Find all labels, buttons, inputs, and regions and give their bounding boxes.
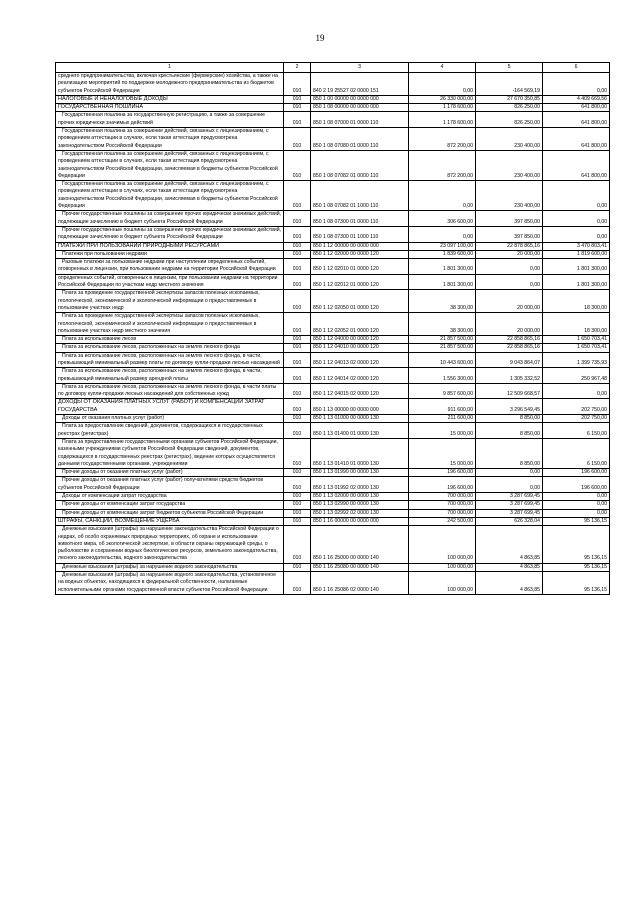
- row-approved: 700 000,00: [409, 509, 476, 517]
- row-unexecuted: 202 750,00: [543, 415, 610, 423]
- table-row: [56, 250, 610, 258]
- row-income-code: 850 1 16 25080 00 0000 140: [311, 563, 409, 571]
- row-line-code: 010: [284, 274, 311, 290]
- row-line-code: 010: [284, 438, 311, 468]
- row-income-code: 850 1 16 25086 02 0000 140: [311, 572, 409, 595]
- row-name: среднего предпринимательства, включая крестьянские (фермерские) хозяйства, а также на реализацию мероприятий по поддержке молодежного предпринимательства из бюджетов субъектов Российской Федерации: [56, 73, 284, 96]
- row-line-code: 010: [284, 383, 311, 399]
- row-line-code: 010: [284, 336, 311, 344]
- row-income-code: 850 1 08 07300 01 0000 110: [311, 211, 409, 227]
- table-row: [56, 399, 610, 415]
- row-unexecuted: 0,00: [543, 211, 610, 227]
- row-executed: 0,00: [476, 469, 543, 477]
- row-unexecuted: 95 136,15: [543, 517, 610, 525]
- row-income-code: 850 1 12 02010 01 0000 120: [311, 259, 409, 275]
- row-approved: 0,00: [409, 73, 476, 96]
- table-row: [56, 501, 610, 509]
- row-unexecuted: 1 650 703,41: [543, 336, 610, 344]
- row-unexecuted: 641 800,00: [543, 128, 610, 151]
- row-approved: 700 000,00: [409, 493, 476, 501]
- row-name: Государственная пошлина за совершение действий, связанных с лицензированием, с проведением аттестации в случаях, если такая аттестация предусмотрена законодательством Российской Федерации, зачисляемая в бюджеты субъектов Российской Федерации: [56, 181, 284, 211]
- table-row: [56, 517, 610, 525]
- row-executed: 3 287 699,45: [476, 509, 543, 517]
- row-approved: 100 000,00: [409, 572, 476, 595]
- row-income-code: 850 1 12 04015 02 0000 120: [311, 383, 409, 399]
- row-name: Прочие доходы от оказания платных услуг (работ): [56, 469, 284, 477]
- row-income-code: 850 1 08 07082 01 1000 110: [311, 181, 409, 211]
- row-income-code: 850 1 08 00000 00 0000 000: [311, 104, 409, 112]
- row-unexecuted: 95 136,15: [543, 563, 610, 571]
- table-row: [56, 438, 610, 468]
- table-row: [56, 95, 610, 103]
- row-income-code: 850 1 08 07300 01 1000 110: [311, 226, 409, 242]
- row-name: Разовые платежи за пользование недрами при наступлении определенных событий, оговоренных в лицензии, при пользовании недрами на территории Российской Федерации: [56, 259, 284, 275]
- row-income-code: 850 1 08 07080 01 0000 110: [311, 128, 409, 151]
- row-income-code: 850 1 12 02052 01 0000 120: [311, 313, 409, 336]
- row-income-code: 850 1 13 01000 00 0000 130: [311, 415, 409, 423]
- row-approved: 1 801 300,00: [409, 274, 476, 290]
- table-row: [56, 290, 610, 313]
- row-approved: 1 178 600,00: [409, 112, 476, 128]
- row-line-code: 010: [284, 563, 311, 571]
- row-executed: 22 878 865,16: [476, 242, 543, 250]
- row-approved: 0,00: [409, 226, 476, 242]
- row-executed: -164 569,19: [476, 73, 543, 96]
- table-row: [56, 383, 610, 399]
- row-name: Плата за использование лесов: [56, 336, 284, 344]
- row-approved: 0,00: [409, 181, 476, 211]
- row-income-code: 850 1 13 02990 00 0000 130: [311, 501, 409, 509]
- row-approved: 26 330 000,00: [409, 95, 476, 103]
- row-approved: 911 600,00: [409, 399, 476, 415]
- row-executed: 4 863,85: [476, 526, 543, 563]
- row-approved: 23 097 100,00: [409, 242, 476, 250]
- row-line-code: 010: [284, 469, 311, 477]
- column-header-income-code: 3: [311, 63, 409, 73]
- row-approved: 1 839 600,00: [409, 250, 476, 258]
- row-unexecuted: 1 399 735,93: [543, 352, 610, 368]
- row-line-code: 010: [284, 211, 311, 227]
- table-row: [56, 150, 610, 180]
- row-unexecuted: 0,00: [543, 383, 610, 399]
- table-row: [56, 336, 610, 344]
- row-executed: 8 850,00: [476, 423, 543, 439]
- row-approved: 100 000,00: [409, 563, 476, 571]
- row-name: Плата за использование лесов, расположенных на землях лесного фонда, в части, превышающей минимальный размер платы по договору купли-продажи лесных насаждений: [56, 352, 284, 368]
- row-name: Государственная пошлина за совершение действий, связанных с лицензированием, с проведением аттестации в случаях, если такая аттестация предусмотрена законодательством Российской Федерации, зачисляемая в бюджеты субъектов Российской Федерации: [56, 150, 284, 180]
- row-line-code: 010: [284, 112, 311, 128]
- row-name: Прочие доходы от оказания платных услуг (работ) получателями средств бюджетов субъектов Российской Федерации: [56, 477, 284, 493]
- table-row: [56, 274, 610, 290]
- row-line-code: 010: [284, 344, 311, 352]
- table-header-row: [56, 63, 610, 73]
- row-income-code: 850 1 16 00000 00 0000 000: [311, 517, 409, 525]
- row-name: Доходы от оказания платных услуг (работ): [56, 415, 284, 423]
- row-approved: 306 600,00: [409, 211, 476, 227]
- table-row: [56, 344, 610, 352]
- row-approved: 15 000,00: [409, 423, 476, 439]
- row-unexecuted: 0,00: [543, 509, 610, 517]
- row-line-code: 010: [284, 368, 311, 384]
- row-approved: 872 200,00: [409, 128, 476, 151]
- table-row: [56, 104, 610, 112]
- table-row: [56, 423, 610, 439]
- row-unexecuted: 641 800,00: [543, 104, 610, 112]
- row-executed: 0,00: [476, 274, 543, 290]
- row-income-code: 850 1 13 02000 00 0000 130: [311, 493, 409, 501]
- row-name: Плата за предоставление государственными органами субъектов Российской Федерации, казенными учреждениями субъектов Российской Федерации сведений, документов, содержащихся в государственных реестрах (регистрах), ведение которых осуществляется данными государственными органами, учреждениями: [56, 438, 284, 468]
- row-unexecuted: 0,00: [543, 181, 610, 211]
- row-name: Государственная пошлина за совершение действий, связанных с лицензированием, с проведением аттестации в случаях, если такая аттестация предусмотрена законодательством Российской Федерации: [56, 128, 284, 151]
- row-executed: 626 328,04: [476, 517, 543, 525]
- row-name: Прочие доходы от компенсации затрат государства: [56, 501, 284, 509]
- row-line-code: 010: [284, 104, 311, 112]
- row-name: Денежные взыскания (штрафы) за нарушение законодательства Российской Федерации о недрах, об особо охраняемых природных территориях, об охране и использовании животного мира, об экологической экспертизе, в области охраны окружающей среды, о рыболовстве и сохранении водных биологических ресурсов, земельного законодательства, лесного законодательства, водного законодательства: [56, 526, 284, 563]
- row-executed: 230 400,00: [476, 181, 543, 211]
- row-executed: 3 287 699,45: [476, 493, 543, 501]
- row-approved: 21 857 500,00: [409, 336, 476, 344]
- row-executed: 0,00: [476, 259, 543, 275]
- row-approved: 1 556 300,00: [409, 368, 476, 384]
- row-unexecuted: 1 819 600,00: [543, 250, 610, 258]
- row-income-code: 850 1 13 01992 02 0000 130: [311, 477, 409, 493]
- row-income-code: 850 1 12 02012 01 0000 120: [311, 274, 409, 290]
- row-income-code: 850 1 00 00000 00 0000 000: [311, 95, 409, 103]
- table-row: [56, 572, 610, 595]
- row-executed: 230 400,00: [476, 150, 543, 180]
- row-executed: 397 850,00: [476, 226, 543, 242]
- row-income-code: 850 1 13 00000 00 0000 000: [311, 399, 409, 415]
- row-approved: 38 300,00: [409, 290, 476, 313]
- page-number: 19: [315, 33, 325, 43]
- row-executed: 826 250,00: [476, 104, 543, 112]
- row-name: Плата за использование лесов, расположенных на землях лесного фонда, в части платы по договору купли-продажи лесных насаждений для собственных нужд: [56, 383, 284, 399]
- row-unexecuted: 18 300,00: [543, 290, 610, 313]
- row-executed: 22 858 865,16: [476, 344, 543, 352]
- table-row: [56, 313, 610, 336]
- row-unexecuted: 0,00: [543, 493, 610, 501]
- row-line-code: 010: [284, 517, 311, 525]
- table-row: [56, 477, 610, 493]
- row-name: Плата за проведение государственной экспертизы запасов полезных ископаемых, геологической, экономической и экологической информации о предоставляемых в пользование участках недр: [56, 290, 284, 313]
- row-unexecuted: 202 750,00: [543, 399, 610, 415]
- table-row: [56, 259, 610, 275]
- row-executed: 4 863,85: [476, 572, 543, 595]
- row-executed: 826 250,00: [476, 112, 543, 128]
- row-unexecuted: 6 150,00: [543, 423, 610, 439]
- row-approved: 21 857 500,00: [409, 344, 476, 352]
- row-approved: 872 200,00: [409, 150, 476, 180]
- row-name: определенных событий, оговоренных в лицензии, при пользовании недрами на территории Российской Федерации по участкам недр местного значения: [56, 274, 284, 290]
- row-executed: 8 850,00: [476, 415, 543, 423]
- table-row: [56, 112, 610, 128]
- row-name: Денежные взыскания (штрафы) за нарушение водного законодательства, установленное на водных объектах, находящихся в федеральной собственности, налагаемые исполнительными органами государственной власти субъектов Российской Федерации: [56, 572, 284, 595]
- row-line-code: 010: [284, 501, 311, 509]
- row-income-code: 850 1 13 01410 01 0000 130: [311, 438, 409, 468]
- row-line-code: 010: [284, 423, 311, 439]
- row-approved: 15 000,00: [409, 438, 476, 468]
- row-line-code: 010: [284, 150, 311, 180]
- table-row: [56, 509, 610, 517]
- row-executed: 0,00: [476, 477, 543, 493]
- table-row: [56, 563, 610, 571]
- row-income-code: 850 1 13 02992 02 0000 130: [311, 509, 409, 517]
- column-header-approved: 4: [409, 63, 476, 73]
- row-approved: 700 000,00: [409, 501, 476, 509]
- row-name: Денежные взыскания (штрафы) за нарушение водного законодательства: [56, 563, 284, 571]
- row-unexecuted: 250 967,48: [543, 368, 610, 384]
- row-line-code: 010: [284, 226, 311, 242]
- row-name: Прочие государственные пошлины за совершение прочих юридически значимых действий, подлежащие зачислению в бюджет субъекта Российской Федерации: [56, 211, 284, 227]
- column-header-executed: 5: [476, 63, 543, 73]
- row-approved: 38 300,00: [409, 313, 476, 336]
- row-income-code: 850 1 12 04010 00 0000 120: [311, 344, 409, 352]
- row-line-code: 010: [284, 572, 311, 595]
- row-unexecuted: 4 409 669,56: [543, 95, 610, 103]
- row-unexecuted: 95 136,15: [543, 526, 610, 563]
- row-approved: 9 857 600,00: [409, 383, 476, 399]
- row-unexecuted: 196 600,00: [543, 469, 610, 477]
- table-row: [56, 211, 610, 227]
- row-name: Государственная пошлина за государственную регистрацию, а также за совершение прочих юридически значимых действий: [56, 112, 284, 128]
- row-line-code: 010: [284, 73, 311, 96]
- row-name: Плата за проведение государственной экспертизы запасов полезных ископаемых, геологической, экономической и экологической информации о предоставляемых в пользование участках недр местного значения: [56, 313, 284, 336]
- row-income-code: 850 1 12 02000 00 0000 120: [311, 250, 409, 258]
- row-unexecuted: 18 300,00: [543, 313, 610, 336]
- row-name: ШТРАФЫ, САНКЦИИ, ВОЗМЕЩЕНИЕ УЩЕРБА: [56, 517, 284, 525]
- row-name: Плата за предоставление сведений, документов, содержащихся в государственных реестрах (регистрах): [56, 423, 284, 439]
- row-name: Плата за использование лесов, расположенных на землях лесного фонда: [56, 344, 284, 352]
- column-header-name: 1: [56, 63, 284, 73]
- row-income-code: 850 1 12 00000 00 0000 000: [311, 242, 409, 250]
- row-unexecuted: 95 136,15: [543, 572, 610, 595]
- row-unexecuted: 641 800,00: [543, 112, 610, 128]
- row-line-code: 010: [284, 352, 311, 368]
- row-executed: 27 670 350,85: [476, 95, 543, 103]
- table-row: [56, 415, 610, 423]
- table-row: [56, 128, 610, 151]
- table-row: [56, 526, 610, 563]
- row-unexecuted: 0,00: [543, 73, 610, 96]
- row-approved: 196 600,00: [409, 469, 476, 477]
- row-executed: 20 000,00: [476, 250, 543, 258]
- row-line-code: 010: [284, 313, 311, 336]
- row-executed: 20 000,00: [476, 313, 543, 336]
- row-unexecuted: 0,00: [543, 501, 610, 509]
- row-approved: 242 500,00: [409, 517, 476, 525]
- row-line-code: 010: [284, 399, 311, 415]
- table-body: [56, 73, 610, 595]
- table-row: [56, 493, 610, 501]
- row-unexecuted: 6 150,00: [543, 438, 610, 468]
- row-executed: 397 850,00: [476, 211, 543, 227]
- table-row: [56, 368, 610, 384]
- row-income-code: 850 1 08 07082 01 0000 110: [311, 150, 409, 180]
- row-executed: 3 296 549,45: [476, 399, 543, 415]
- row-approved: 1 801 300,00: [409, 259, 476, 275]
- row-unexecuted: 1 650 703,41: [543, 344, 610, 352]
- row-approved: 211 600,00: [409, 415, 476, 423]
- row-line-code: 010: [284, 493, 311, 501]
- table-row: [56, 242, 610, 250]
- row-name: Прочие государственные пошлины за совершение прочих юридически значимых действий, подлежащие зачислению в бюджет субъекта Российской Федерации: [56, 226, 284, 242]
- row-line-code: 010: [284, 526, 311, 563]
- row-name: Доходы от компенсации затрат государства: [56, 493, 284, 501]
- row-line-code: 010: [284, 509, 311, 517]
- row-approved: 196 600,00: [409, 477, 476, 493]
- row-name: Плата за использование лесов, расположенных на землях лесного фонда, в части, превышающей минимальный размер арендной платы: [56, 368, 284, 384]
- row-income-code: 850 1 13 01400 01 0000 130: [311, 423, 409, 439]
- row-income-code: 850 1 16 25000 00 0000 140: [311, 526, 409, 563]
- row-line-code: 010: [284, 242, 311, 250]
- row-income-code: 850 1 12 04013 02 0000 120: [311, 352, 409, 368]
- row-unexecuted: 1 801 300,00: [543, 274, 610, 290]
- row-income-code: 850 1 13 01990 00 0000 130: [311, 469, 409, 477]
- row-unexecuted: 196 600,00: [543, 477, 610, 493]
- row-line-code: 010: [284, 95, 311, 103]
- row-executed: 20 000,00: [476, 290, 543, 313]
- row-executed: 9 043 864,07: [476, 352, 543, 368]
- row-unexecuted: 641 800,00: [543, 150, 610, 180]
- row-name: ДОХОДЫ ОТ ОКАЗАНИЯ ПЛАТНЫХ УСЛУГ (РАБОТ) И КОМПЕНСАЦИИ ЗАТРАТ ГОСУДАРСТВА: [56, 399, 284, 415]
- row-line-code: 010: [284, 250, 311, 258]
- table-row: [56, 181, 610, 211]
- row-unexecuted: 1 801 300,00: [543, 259, 610, 275]
- budget-execution-table: [55, 62, 610, 595]
- row-line-code: 010: [284, 128, 311, 151]
- row-income-code: 850 1 08 07000 01 0000 110: [311, 112, 409, 128]
- row-line-code: 010: [284, 477, 311, 493]
- row-income-code: 850 1 12 02050 01 0000 120: [311, 290, 409, 313]
- table-row: [56, 226, 610, 242]
- row-name: ГОСУДАРСТВЕННАЯ ПОШЛИНА: [56, 104, 284, 112]
- row-executed: 8 850,00: [476, 438, 543, 468]
- row-executed: 1 305 332,52: [476, 368, 543, 384]
- row-approved: 1 178 600,00: [409, 104, 476, 112]
- row-executed: 230 400,00: [476, 128, 543, 151]
- row-name: Прочие доходы от компенсации затрат бюджетов субъектов Российской Федерации: [56, 509, 284, 517]
- row-line-code: 010: [284, 415, 311, 423]
- column-header-line-code: 2: [284, 63, 311, 73]
- row-line-code: 010: [284, 290, 311, 313]
- table-row: [56, 469, 610, 477]
- row-income-code: 840 2 19 25527 02 0000 151: [311, 73, 409, 96]
- row-executed: 4 863,85: [476, 563, 543, 571]
- table-row: [56, 73, 610, 96]
- column-header-unexecuted: 6: [543, 63, 610, 73]
- row-executed: 22 858 865,16: [476, 336, 543, 344]
- row-executed: 12 509 668,57: [476, 383, 543, 399]
- row-name: ПЛАТЕЖИ ПРИ ПОЛЬЗОВАНИИ ПРИРОДНЫМИ РЕСУРСАМИ: [56, 242, 284, 250]
- row-approved: 10 443 600,00: [409, 352, 476, 368]
- row-unexecuted: 3 470 803,41: [543, 242, 610, 250]
- row-name: Платежи при пользовании недрами: [56, 250, 284, 258]
- row-unexecuted: 0,00: [543, 226, 610, 242]
- row-income-code: 850 1 12 04014 02 0000 120: [311, 368, 409, 384]
- table-row: [56, 352, 610, 368]
- row-name: НАЛОГОВЫЕ И НЕНАЛОГОВЫЕ ДОХОДЫ: [56, 95, 284, 103]
- row-approved: 100 000,00: [409, 526, 476, 563]
- row-line-code: 010: [284, 259, 311, 275]
- row-executed: 3 287 699,45: [476, 501, 543, 509]
- row-income-code: 850 1 12 04000 00 0000 120: [311, 336, 409, 344]
- row-line-code: 010: [284, 181, 311, 211]
